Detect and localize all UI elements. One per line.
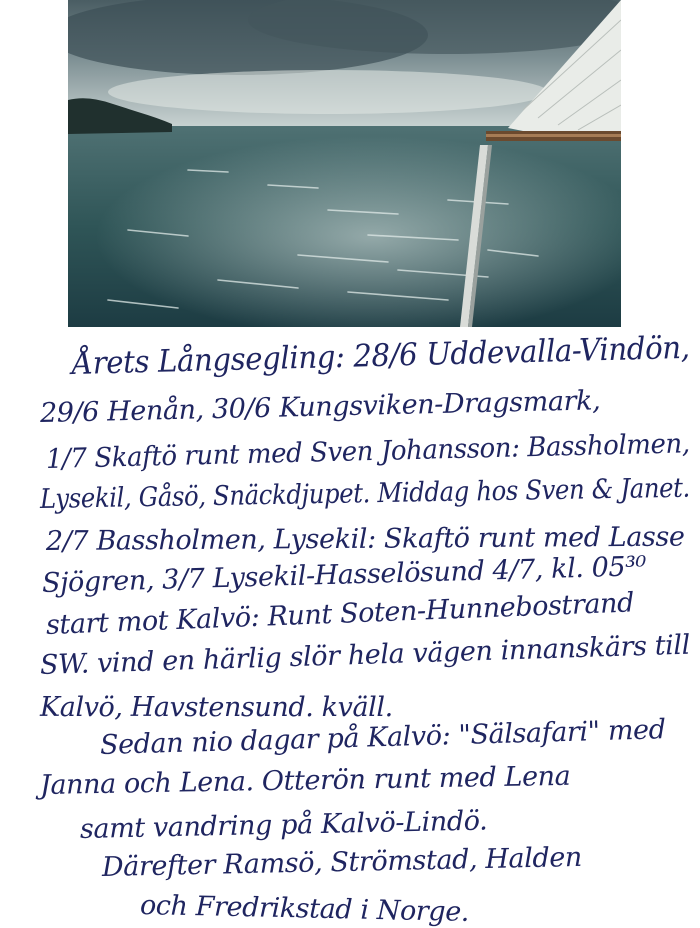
handwritten-line: Kalvö, Havstensund. kväll.	[40, 692, 393, 723]
handwritten-line: 29/6 Henån, 30/6 Kungsviken-Dragsmark,	[39, 385, 601, 429]
handwritten-line: Janna och Lena. Otterön runt med Lena	[39, 760, 571, 801]
handwritten-line: SW. vind en härlig slör hela vägen innanskärs till	[39, 629, 691, 681]
handwritten-line: Därefter Ramsö, Strömstad, Halden	[101, 841, 583, 883]
handwritten-journal-text	[39, 329, 695, 928]
handwritten-line: Årets Långsegling: 28/6 Uddevalla-Vindön,	[71, 329, 691, 382]
handwritten-line: 1/7 Skaftö runt med Sven Johansson: Bassholmen,	[45, 428, 690, 475]
handwritten-line: Sjögren, 3/7 Lysekil-Hasselösund 4/7, kl. 05³⁰	[41, 551, 647, 599]
handwritten-line: Sedan nio dagar på Kalvö: "Sälsafari" med	[99, 714, 666, 761]
sailing-seascape-photo	[68, 0, 621, 327]
handwritten-line: 2/7 Bassholmen, Lysekil: Skaftö runt med Lasse	[45, 521, 685, 557]
handwritten-line: start mot Kalvö: Runt Soten-Hunnebostrand	[45, 587, 635, 641]
handwritten-line: och Fredrikstad i Norge.	[139, 890, 470, 928]
handwritten-line: Lysekil, Gåsö, Snäckdjupet. Middag hos Sven & Janet.	[39, 472, 691, 515]
handwritten-line: samt vandring på Kalvö-Lindö.	[79, 805, 488, 845]
